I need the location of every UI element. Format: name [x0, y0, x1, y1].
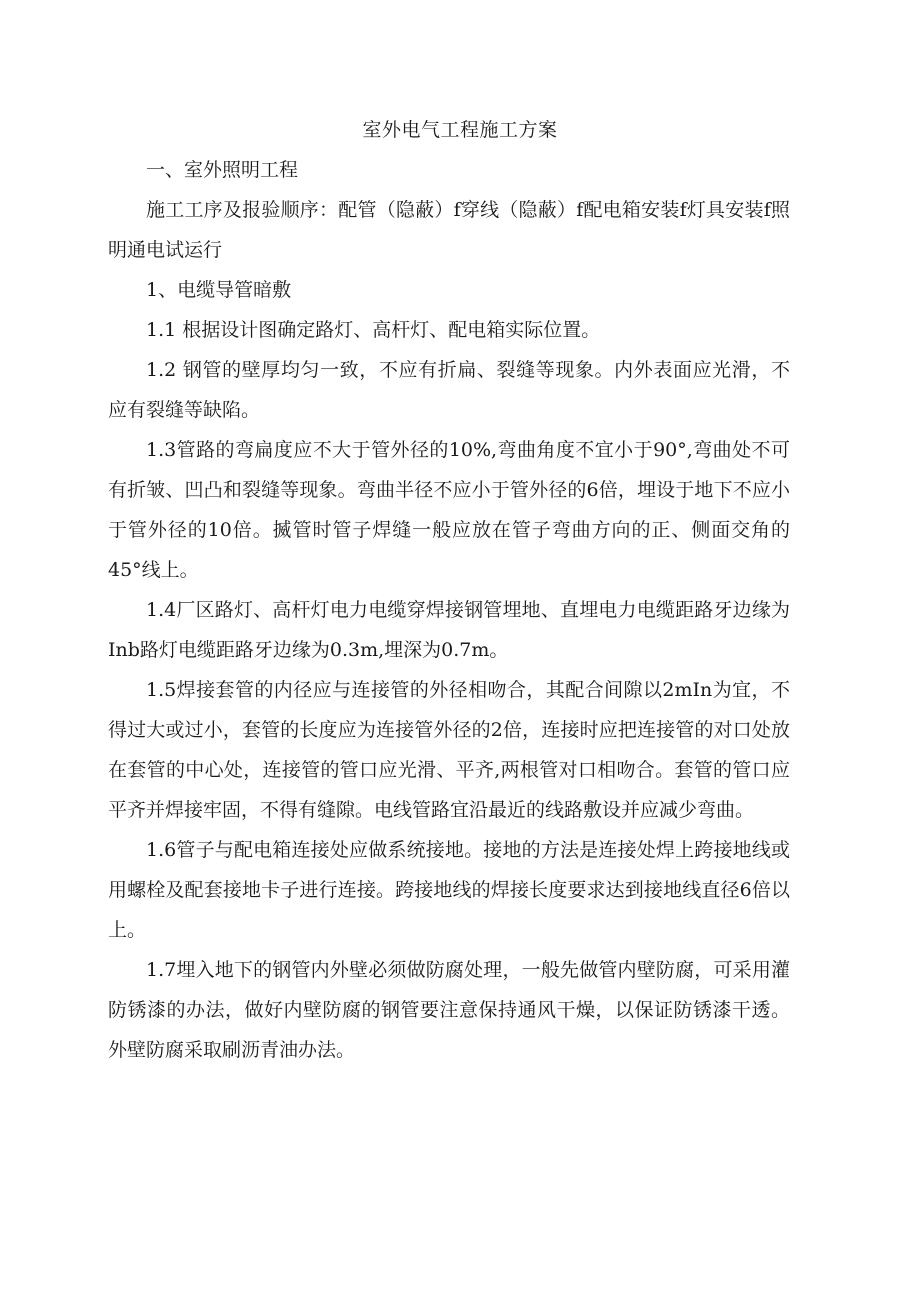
- construction-sequence-paragraph: 施工工序及报验顺序：配管（隐蔽）f穿线（隐蔽）f配电箱安装f灯具安装f照明通电试运行: [108, 199, 790, 261]
- clause-1-3: 1.3管路的弯扁度应不大于管外径的10%,弯曲角度不宜小于90°,弯曲处不可有折皱、凹凸和裂缝等现象。弯曲半径不应小于管外径的6倍，埋设于地下不应小于管外径的10倍。揻管时管子焊缝一般应放在管子弯曲方向的正、侧面交角的45°线上。: [108, 439, 790, 581]
- document-body: [108, 150, 790, 1070]
- section-heading-outdoor-lighting: 一、室外照明工程: [146, 159, 299, 181]
- clause-1-7: 1.7埋入地下的钢管内外壁必须做防腐处理，一般先做管内壁防腐，可采用灌防锈漆的办法，做好内壁防腐的钢管要注意保持通风干燥，以保证防锈漆干透。外壁防腐采取刷沥青油办法。: [108, 959, 790, 1061]
- clause-1-4: 1.4厂区路灯、高杆灯电力电缆穿焊接钢管埋地、直埋电力电缆距路牙边缘为Inb路灯电缆距路牙边缘为0.3m,埋深为0.7m。: [108, 599, 790, 661]
- clause-1-2: 1.2 钢管的壁厚均匀一致，不应有折扁、裂缝等现象。内外表面应光滑，不应有裂缝等缺陷。: [108, 359, 790, 421]
- subsection-heading-cable-conduit: 1、电缆导管暗敷: [146, 279, 292, 301]
- clause-1-1: 1.1 根据设计图确定路灯、高杆灯、配电箱实际位置。: [146, 319, 601, 341]
- document-title: 室外电气工程施工方案: [362, 119, 558, 141]
- clause-1-5: 1.5焊接套管的内径应与连接管的外径相吻合，其配合间隙以2mIn为宜，不得过大或过小，套管的长度应为连接管外径的2倍，连接时应把连接管的对口处放在套管的中心处，连接管的管口应光滑、平齐,两根管对口相吻合。套管的管口应平齐并焊接牢固，不得有缝隙。电线管路宜沿最近的线路敷设并应减少弯曲。: [108, 679, 790, 821]
- clause-1-6: 1.6管子与配电箱连接处应做系统接地。接地的方法是连接处焊上跨接地线或用螺栓及配套接地卡子进行连接。跨接地线的焊接长度要求达到接地线直径6倍以上。: [108, 839, 790, 941]
